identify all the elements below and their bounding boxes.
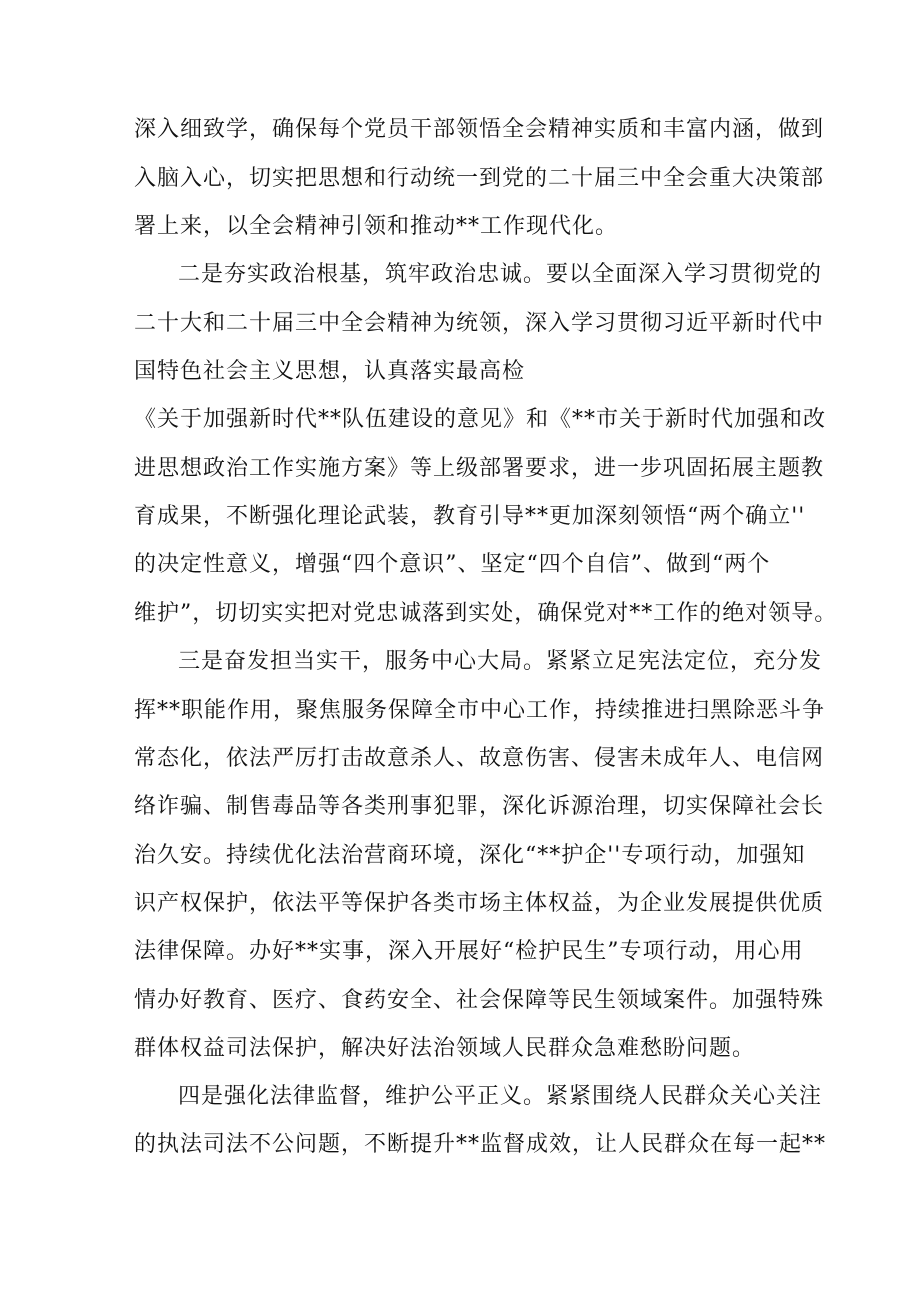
text-line-1: 深入细致学，确保每个党员干部领悟全会精神实质和丰富内涵，做到: [134, 117, 825, 142]
text-line-17: 识产权保护，依法平等保护各类市场主体权益，为企业发展提供优质: [134, 891, 825, 916]
text-line-8: 进思想政治工作实施方案》等上级部署要求，进一步巩固拓展主题教: [134, 456, 825, 481]
text-line-10: 的决定性意义，增强“四个意识”、坚定“四个自信”、做到“两个: [134, 552, 771, 577]
text-line-20: 群体权益司法保护，解决好法治领域人民群众急难愁盼问题。: [134, 1036, 756, 1061]
text-line-6: 国特色社会主义思想，认真落实最高检: [134, 359, 526, 384]
text-line-15: 络诈骗、制售毒品等各类刑事犯罪，深化诉源治理，切实保障社会长: [134, 794, 825, 819]
text-line-16: 治久安。持续优化法治营商环境，深化“**护企''专项行动，加强知: [134, 843, 806, 868]
text-line-5: 二十大和二十届三中全会精神为统领，深入学习贯彻习近平新时代中: [134, 311, 825, 336]
text-line-4: 二是夯实政治根基，筑牢政治忠诚。要以全面深入学习贯彻党的: [178, 262, 823, 287]
text-line-14: 常态化，依法严厉打击故意杀人、故意伤害、侵害未成年人、电信网: [134, 746, 825, 771]
text-line-7: 《关于加强新时代**队伍建设的意见》和《**市关于新时代加强和改: [134, 407, 827, 432]
text-line-13: 挥**职能作用，聚焦服务保障全市中心工作，持续推进扫黑除恶斗争: [134, 698, 826, 723]
text-line-2: 入脑入心，切实把思想和行动统一到党的二十届三中全会重大决策部: [134, 166, 825, 191]
text-line-18: 法律保障。办好**实事，深入开展好“检护民生”专项行动，用心用: [134, 939, 804, 964]
text-line-3: 署上来，以全会精神引领和推动**工作现代化。: [134, 214, 619, 239]
text-line-21: 四是强化法律监督，维护公平正义。紧紧围绕人民群众关心关注: [178, 1084, 823, 1109]
text-line-9: 育成果，不断强化理论武装，教育引导**更加深刻领悟“两个确立'': [134, 504, 806, 529]
text-line-19: 情办好教育、医疗、食药安全、社会保障等民生领域案件。加强特殊: [134, 988, 825, 1013]
text-line-12: 三是奋发担当实干，服务中心大局。紧紧立足宪法定位，充分发: [178, 649, 823, 674]
text-line-22: 的执法司法不公问题，不断提升**监督成效，让人民群众在每一起**: [134, 1132, 827, 1157]
text-line-11: 维护”，切切实实把对党忠诚落到实处，确保党对**工作的绝对领导。: [134, 601, 838, 626]
